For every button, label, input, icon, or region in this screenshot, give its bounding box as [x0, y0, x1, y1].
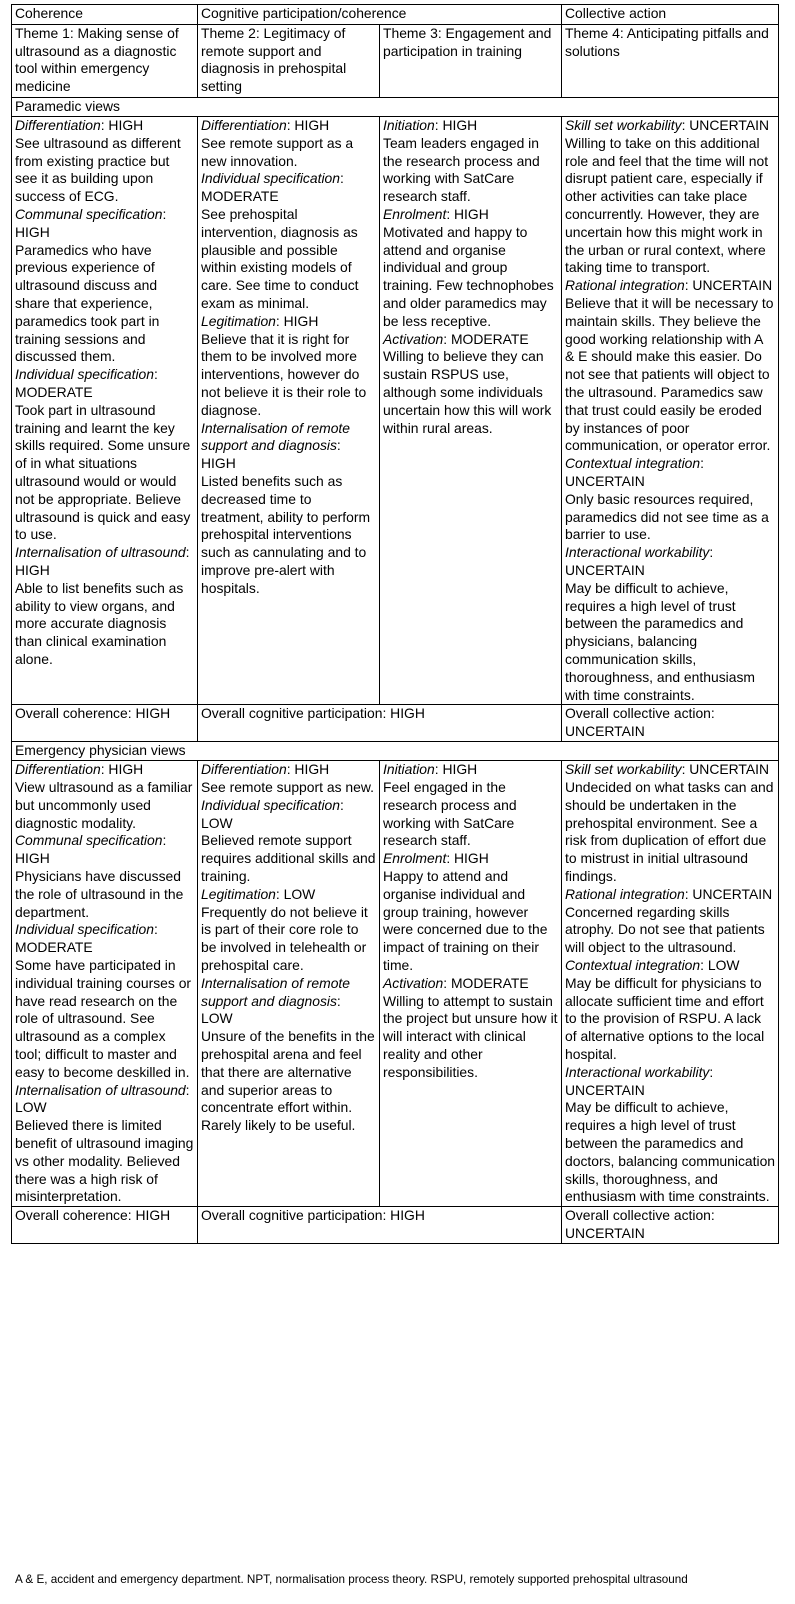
criterion-level: : UNCERTAIN: [681, 117, 770, 133]
criterion-label: Legitimation: [201, 312, 276, 329]
physician-section-row: [12, 742, 779, 761]
criterion-heading: [383, 850, 558, 868]
criterion-description: See remote support as new.: [201, 779, 374, 796]
criterion-heading: [201, 886, 376, 904]
criterion-description: May be difficult for physicians to allocate sufficient time and effort to the provision of RSPU. A lack of alternative options to the local hospital.: [565, 974, 765, 1063]
criterion-label: Internalisation of remote support and diagnosis: [201, 974, 351, 1009]
criterion-description: Team leaders engaged in the research process and working with SatCare research staff.: [383, 134, 540, 205]
criterion-heading: [565, 761, 775, 779]
criterion-level: : HIGH: [434, 117, 478, 133]
criterion-label: Initiation: [383, 761, 435, 778]
criterion-description: Took part in ultrasound training and learnt the key skills required. Some unsure of in what situations ultrasound would or would not be appropriate. Believe ultrasound is quick and easy to use.: [15, 401, 191, 543]
criterion-level: : LOW: [275, 885, 316, 902]
criterion-description: See remote support as a new innovation.: [201, 134, 354, 169]
criterion-level: : HIGH: [275, 312, 319, 329]
criterion-description: Unsure of the benefits in the prehospital arena and feel that there are alternative and superior areas to concentrate effort within. Rarely likely to be useful.: [201, 1028, 375, 1134]
npt-results-table: [11, 4, 779, 1244]
criterion-description: May be difficult to achieve, requires a high level of trust between the paramedics and physicians, balancing communication skills, thoroughness, and enthusiasm with time constraints.: [565, 579, 755, 703]
criterion-description: Motivated and happy to attend and organise individual and group training. Few technophobes and older paramedics may be less receptive.: [383, 223, 554, 329]
criterion-description: Happy to attend and organise individual and group training, however were concerned due to the impact of training on their time.: [383, 868, 548, 974]
criterion-label: Legitimation: [201, 885, 276, 902]
criterion-level: : UNCERTAIN: [684, 277, 773, 294]
criterion-level: : HIGH: [286, 117, 330, 133]
criterion-heading: [383, 117, 558, 135]
criterion-level: : UNCERTAIN: [681, 761, 770, 778]
criterion-label: Interactional workability: [565, 544, 710, 561]
physician-theme-4-cell: [562, 761, 779, 1207]
physician-overall-collective: Overall collective action: UNCERTAIN: [562, 1207, 779, 1244]
criterion-heading: [383, 975, 558, 993]
criterion-level: : HIGH: [434, 761, 478, 778]
criterion-description: Believe that it is right for them to be involved more interventions, however do not believe it is their role to diagnose.: [201, 330, 367, 418]
criterion-level: : MODERATE: [443, 974, 529, 991]
criterion-heading: [565, 455, 775, 491]
criterion-description: Concerned regarding skills atrophy. Do not see that patients will object to the ultrasound.: [565, 903, 765, 956]
table-footnote: A & E, accident and emergency department. NPT, normalisation process theory. RSPU, remotely supported prehospital ultrasound: [15, 1573, 688, 1586]
criterion-description: Willing to attempt to sustain the project but unsure how it will interact with clinical reality and other responsibilities.: [383, 992, 558, 1080]
criterion-heading: [15, 832, 194, 868]
criterion-description: Listed benefits such as decreased time to treatment, ability to perform prehospital interventions such as cannulating and to improve pre-alert with hospitals.: [201, 472, 371, 596]
criterion-description: Able to list benefits such as ability to view organs, and more accurate diagnosis than clinical examination alone.: [15, 579, 184, 667]
criterion-level: : HIGH: [100, 761, 144, 778]
criterion-label: Internalisation of ultrasound: [15, 1081, 186, 1098]
criterion-heading: [383, 206, 558, 224]
criterion-description: May be difficult to achieve, requires a high level of trust between the paramedics and doctors, balancing communication skills, thoroughness, and enthusiasm with time constraints.: [565, 1099, 776, 1205]
paramedic-section-row: [12, 98, 779, 117]
criterion-heading: [201, 975, 376, 1028]
criterion-label: Enrolment: [383, 205, 447, 222]
criterion-level: : MODERATE: [15, 921, 158, 956]
criterion-heading: [383, 331, 558, 349]
criterion-label: Differentiation: [201, 761, 287, 778]
criterion-heading: [565, 886, 775, 904]
criterion-label: Communal specification: [15, 205, 163, 222]
criterion-description: See prehospital intervention, diagnosis as plausible and possible within existing models of care. See time to conduct exam as minimal.: [201, 205, 359, 311]
theme-4: Theme 4: Anticipating pitfalls and solutions: [562, 25, 779, 98]
criterion-description: Paramedics who have previous experience of ultrasound discuss and share that experience, paramedics took part in training sessions and discussed them.: [15, 241, 160, 365]
criterion-heading: [201, 117, 376, 135]
criterion-level: : MODERATE: [15, 366, 158, 400]
criterion-description: Willing to take on this additional role and feel that the time will not disrupt patient care, especially if other activities can take place concurrently. However, they are uncertain how this might work in the urban or rural context, where taking time to transport.: [565, 134, 769, 276]
criterion-level: : LOW: [201, 992, 341, 1027]
criterion-description: Physicians have discussed the role of ultrasound in the department.: [15, 868, 184, 920]
criterion-label: Skill set workability: [565, 761, 682, 778]
criterion-label: Skill set workability: [565, 117, 682, 133]
physician-overall-row: [12, 1207, 779, 1244]
physician-theme-1-cell: [12, 761, 198, 1207]
criterion-level: : LOW: [201, 796, 344, 831]
criterion-level: : HIGH: [446, 850, 489, 867]
criterion-description: Frequently do not believe it is part of their core role to be involved in telehealth or prehospital care.: [201, 903, 368, 974]
criterion-label: Individual specification: [15, 921, 154, 938]
paramedic-section-label: Paramedic views: [12, 98, 779, 117]
criterion-label: Internalisation of remote support and diagnosis: [201, 419, 351, 454]
criterion-label: Individual specification: [201, 796, 340, 813]
criterion-level: : HIGH: [201, 437, 341, 472]
criterion-heading: [565, 277, 775, 295]
physician-theme-2-cell: [198, 761, 380, 1207]
criterion-heading: [565, 1064, 775, 1100]
criterion-heading: [201, 313, 376, 331]
physician-overall-coherence: Overall coherence: HIGH: [12, 1207, 198, 1244]
criterion-description: Believed there is limited benefit of ultrasound imaging vs other modality. Believed there was a high risk of misinterpretation.: [15, 1117, 194, 1205]
criterion-label: Differentiation: [15, 761, 101, 778]
criterion-heading: [565, 117, 775, 135]
criterion-level: : HIGH: [286, 761, 330, 778]
criterion-heading: [15, 761, 194, 779]
theme-row: [12, 25, 779, 98]
criterion-level: : LOW: [15, 1081, 190, 1116]
header-collective-action: Collective action: [562, 5, 779, 25]
criterion-label: Interactional workability: [565, 1063, 710, 1080]
theme-2: Theme 2: Legitimacy of remote support and diagnosis in prehospital setting: [198, 25, 380, 98]
criterion-level: : UNCERTAIN: [684, 885, 773, 902]
physician-theme-3-cell: [380, 761, 562, 1207]
criterion-heading: [15, 544, 194, 580]
criterion-description: Believe that it will be necessary to maintain skills. They believe the good working relationship with A & E should make this easier. Do not see that patients will object to the ultrasound. Paramedics saw that trust could easily be eroded by instances of poor communication, or operator error.: [565, 294, 774, 454]
criterion-level: : HIGH: [100, 117, 144, 133]
paramedic-overall-collective: Overall collective action: UNCERTAIN: [562, 705, 779, 742]
criterion-heading: [383, 761, 558, 779]
criterion-label: Individual specification: [201, 170, 340, 187]
physician-section-label: Emergency physician views: [12, 742, 779, 761]
physician-overall-cognitive: Overall cognitive participation: HIGH: [198, 1207, 562, 1244]
criterion-level: : HIGH: [15, 832, 167, 867]
criterion-label: Initiation: [383, 117, 435, 133]
criterion-level: : HIGH: [15, 544, 190, 578]
paramedic-theme-3-cell: [380, 117, 562, 705]
criterion-description: Only basic resources required, paramedics did not see time as a barrier to use.: [565, 490, 769, 543]
criterion-level: : UNCERTAIN: [565, 455, 704, 489]
criterion-label: Contextual integration: [565, 455, 701, 472]
criterion-label: Rational integration: [565, 277, 685, 294]
paramedic-content-row: [12, 117, 779, 705]
criterion-level: : MODERATE: [201, 170, 344, 205]
paramedic-overall-row: [12, 705, 779, 742]
criterion-heading: [201, 170, 376, 206]
criterion-heading: [565, 957, 775, 975]
criterion-label: Individual specification: [15, 366, 154, 383]
criterion-level: : HIGH: [15, 205, 167, 240]
paramedic-overall-coherence: Overall coherence: HIGH: [12, 705, 198, 742]
theme-3: Theme 3: Engagement and participation in training: [380, 25, 562, 98]
criterion-heading: [15, 366, 194, 402]
criterion-heading: [565, 544, 775, 580]
criterion-label: Differentiation: [201, 117, 287, 133]
header-cognitive-participation: Cognitive participation/coherence: [198, 5, 562, 25]
criterion-label: Enrolment: [383, 850, 447, 867]
criterion-label: Activation: [383, 974, 444, 991]
criterion-heading: [15, 117, 194, 135]
criterion-description: Some have participated in individual training courses or have read research on the role of ultrasound. See ultrasound as a complex tool; difficult to master and easy to become deskilled in.: [15, 957, 192, 1080]
paramedic-theme-4-cell: [562, 117, 779, 705]
criterion-heading: [201, 797, 376, 833]
paramedic-theme-1-cell: [12, 117, 198, 705]
criterion-description: View ultrasound as a familiar but uncommonly used diagnostic modality.: [15, 779, 193, 831]
criterion-level: : LOW: [700, 957, 740, 974]
criterion-label: Internalisation of ultrasound: [15, 544, 186, 561]
criterion-description: Willing to believe they can sustain RSPUS use, although some individuals uncertain how this will work within rural areas.: [383, 348, 552, 436]
criterion-description: Undecided on what tasks can and should be undertaken in the prehospital environment. See a risk from duplication of effort due to mistrust in initial ultrasound findings.: [565, 779, 774, 885]
paramedic-theme-2-cell: [198, 117, 380, 705]
paramedic-overall-cognitive: Overall cognitive participation: HIGH: [198, 705, 562, 742]
theme-1: Theme 1: Making sense of ultrasound as a diagnostic tool within emergency medicine: [12, 25, 198, 98]
criterion-level: : HIGH: [446, 205, 489, 222]
criterion-label: Rational integration: [565, 885, 685, 902]
criterion-heading: [15, 1082, 194, 1118]
criterion-heading: [15, 206, 194, 242]
criterion-description: Believed remote support requires additional skills and training.: [201, 832, 376, 885]
criterion-label: Activation: [383, 330, 444, 347]
criterion-label: Communal specification: [15, 832, 163, 849]
physician-content-row: [12, 761, 779, 1207]
criterion-level: : UNCERTAIN: [565, 544, 714, 578]
criterion-description: See ultrasound as different from existing practice but see it as building upon success of ECG.: [15, 134, 181, 205]
criterion-level: : UNCERTAIN: [565, 1063, 714, 1098]
criterion-label: Contextual integration: [565, 957, 701, 974]
criterion-level: : MODERATE: [443, 330, 529, 347]
criterion-heading: [15, 921, 194, 957]
criterion-heading: [201, 761, 376, 779]
header-row: [12, 5, 779, 25]
header-coherence: Coherence: [12, 5, 198, 25]
criterion-description: Feel engaged in the research process and working with SatCare research staff.: [383, 779, 517, 849]
criterion-heading: [201, 420, 376, 473]
criterion-label: Differentiation: [15, 117, 101, 133]
